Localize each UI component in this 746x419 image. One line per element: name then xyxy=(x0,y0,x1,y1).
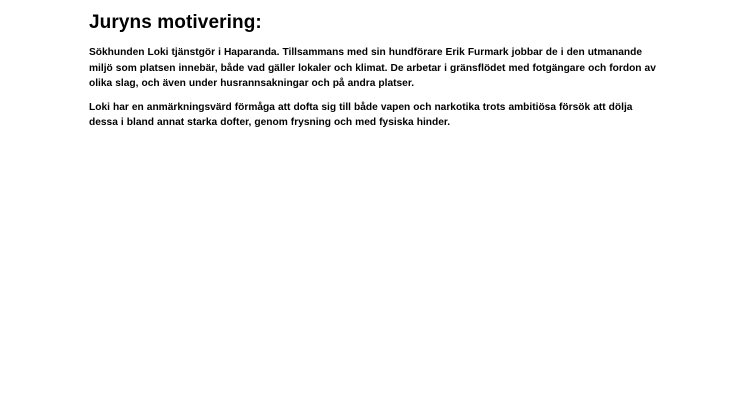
paragraph-1: Sökhunden Loki tjänstgör i Haparanda. Tillsammans med sin hundförare Erik Furmark jobbar de i den utmanande miljö som platsen innebär, både vad gäller lokaler och klimat. De arbetar i gränsflödet med fotgängare och fordon av olika slag, och även under husrannsakningar och på andra platser. xyxy=(89,47,656,89)
paragraph-2: Loki har en anmärkningsvärd förmåga att dofta sig till både vapen och narkotika trots ambitiösa försök att dölja dessa i bland annat starka dofter, genom frysning och med fysiska hinder. xyxy=(89,101,633,128)
document-body xyxy=(89,10,661,139)
page-title: Juryns motivering: xyxy=(89,12,262,33)
